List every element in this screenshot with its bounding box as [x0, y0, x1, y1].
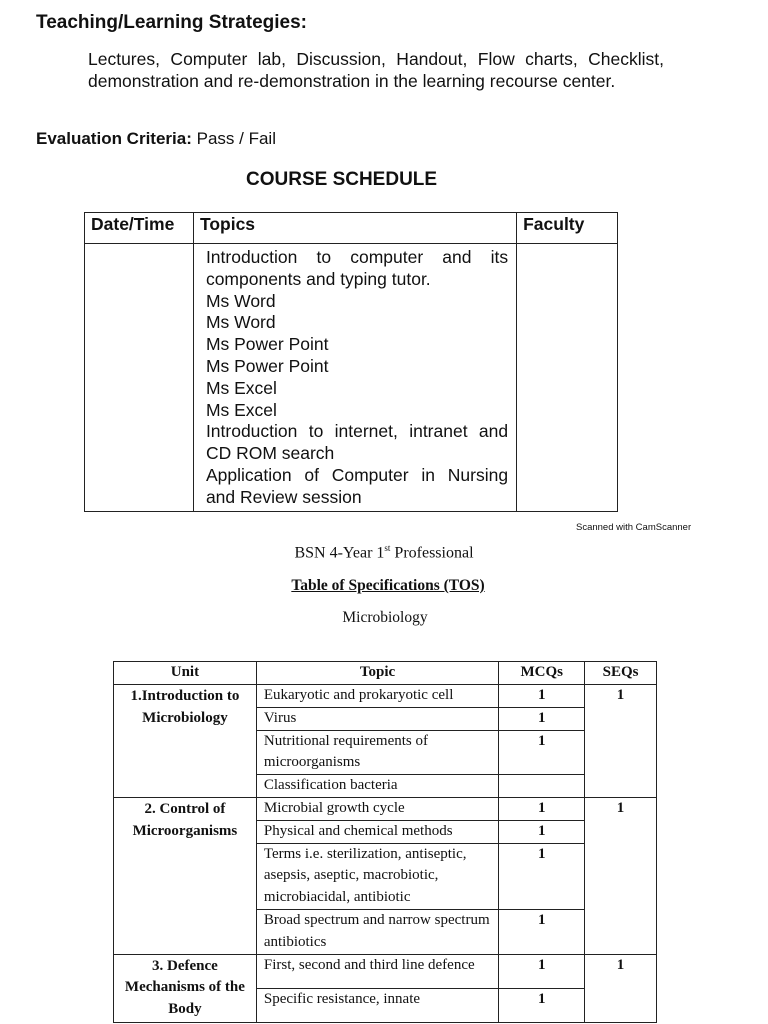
schedule-row	[85, 244, 618, 512]
unit-cell: 3. Defence Mechanisms of the Body	[114, 954, 257, 1022]
topic-item: Application of Computer in Nursing and Review session	[205, 464, 509, 507]
faculty-cell	[517, 244, 618, 512]
seqs-cell: 1	[585, 685, 657, 798]
header-topics: Topics	[193, 213, 516, 244]
mcqs-cell: 1	[499, 988, 585, 1022]
topic-item: Introduction to computer and its components and typing tutor.	[205, 247, 509, 289]
seqs-cell: 1	[585, 797, 657, 954]
topic-item: Ms Word	[205, 312, 276, 333]
unit-cell: 2. Control of Microorganisms	[114, 797, 257, 954]
topic-item: Ms Power Point	[205, 334, 329, 355]
program-title	[0, 543, 768, 562]
unit-cell: 1.Introduction to Microbiology	[114, 685, 257, 798]
topic-cell: Physical and chemical methods	[256, 820, 498, 843]
seqs-cell: 1	[585, 954, 657, 1022]
strategies-heading: Teaching/Learning Strategies:	[36, 12, 307, 33]
topic-cell: Specific resistance, innate	[256, 988, 498, 1022]
topics-cell	[193, 244, 516, 512]
topic-item: Ms Power Point	[205, 355, 329, 376]
mcqs-cell: 1	[499, 797, 585, 820]
header-seqs: SEQs	[585, 662, 657, 685]
schedule-header-row	[85, 213, 618, 244]
scanner-watermark: Scanned with CamScanner	[576, 522, 692, 533]
header-faculty: Faculty	[517, 213, 618, 244]
table-row	[114, 797, 657, 820]
topic-item: Ms Word	[205, 290, 276, 311]
evaluation-value: Pass / Fail	[196, 129, 276, 148]
tos-table	[113, 661, 657, 1023]
mcqs-cell: 1	[499, 843, 585, 909]
topic-cell: Eukaryotic and prokaryotic cell	[256, 685, 498, 708]
course-schedule-title: COURSE SCHEDULE	[246, 169, 438, 190]
topic-cell: Microbial growth cycle	[256, 797, 498, 820]
topic-item: Ms Excel	[205, 399, 277, 420]
header-unit: Unit	[114, 662, 257, 685]
mcqs-cell: 1	[499, 707, 585, 730]
evaluation-criteria	[36, 129, 276, 149]
date-time-cell	[85, 244, 194, 512]
topic-cell: Terms i.e. sterilization, antiseptic, asepsis, aseptic, macrobiotic, microbiacidal, antibiotic	[256, 843, 498, 909]
table-row	[114, 685, 657, 708]
program-suffix: Professional	[390, 544, 474, 562]
topic-cell: Nutritional requirements of microorganisms	[256, 730, 498, 775]
header-date-time: Date/Time	[85, 213, 194, 244]
tos-title: Table of Specifications (TOS)	[291, 577, 485, 594]
subject-title: Microbiology	[342, 609, 428, 626]
header-mcqs: MCQs	[499, 662, 585, 685]
topic-item: Ms Excel	[205, 377, 277, 398]
strategies-text: Lectures, Computer lab, Discussion, Handout, Flow charts, Checklist, demonstration and re-demonstration in the learning recourse center.	[88, 49, 664, 91]
topic-item: Introduction to internet, intranet and CD ROM search	[205, 421, 509, 464]
mcqs-cell	[499, 775, 585, 798]
mcqs-cell: 1	[499, 730, 585, 775]
topic-cell: First, second and third line defence	[256, 954, 498, 988]
header-topic: Topic	[256, 662, 498, 685]
topic-cell: Classification bacteria	[256, 775, 498, 798]
tos-header-row	[114, 662, 657, 685]
program-name: BSN 4-Year 1	[294, 544, 385, 562]
evaluation-label: Evaluation Criteria:	[36, 129, 192, 148]
program-ordinal: st	[384, 543, 391, 553]
mcqs-cell: 1	[499, 954, 585, 988]
mcqs-cell: 1	[499, 685, 585, 708]
mcqs-cell: 1	[499, 909, 585, 954]
course-schedule-table	[84, 212, 618, 512]
table-row	[114, 954, 657, 988]
topic-cell: Broad spectrum and narrow spectrum antibiotics	[256, 909, 498, 954]
topic-cell: Virus	[256, 707, 498, 730]
mcqs-cell: 1	[499, 820, 585, 843]
